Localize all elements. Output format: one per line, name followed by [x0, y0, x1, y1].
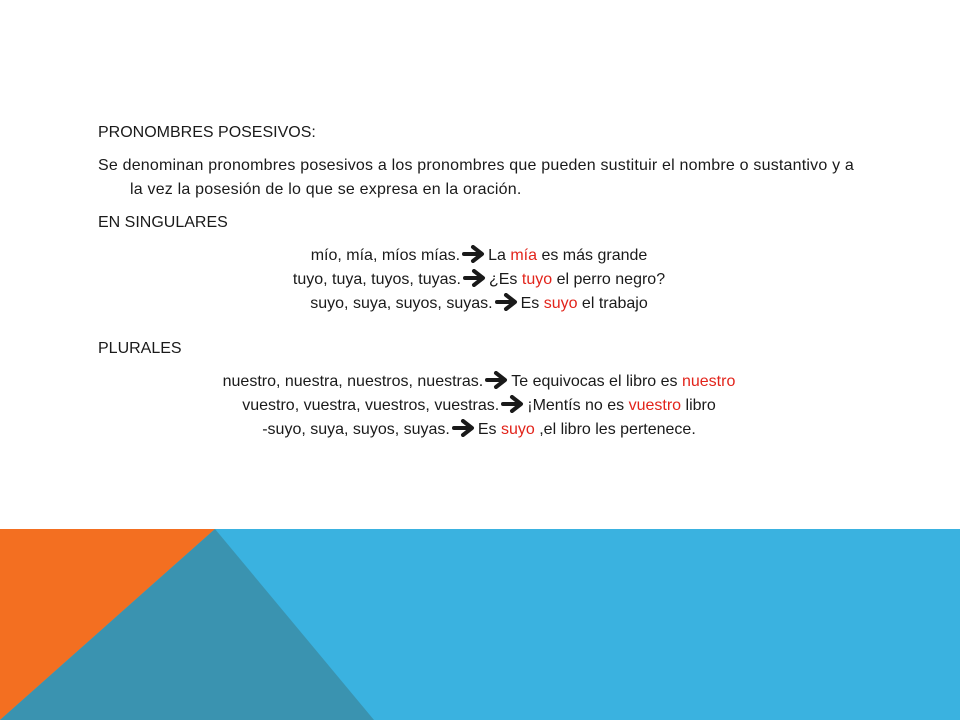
definition-prefix: Se denominan — [98, 157, 209, 174]
example-highlight: vuestro — [628, 397, 682, 414]
singular-row-3 — [98, 292, 860, 316]
example-after: ,el libro les pertenece. — [534, 421, 696, 438]
section-gap — [98, 316, 858, 340]
slide-content — [98, 124, 858, 442]
arrow-right-icon — [462, 245, 486, 263]
arrow-right-icon — [463, 269, 487, 287]
example-after: libro — [681, 397, 716, 414]
pronoun-forms: tuyo, tuya, tuyos, tuyas. — [292, 271, 461, 288]
arrow-right-icon — [501, 395, 525, 413]
arrow-right-icon — [495, 293, 519, 311]
plural-heading: PLURALES — [98, 340, 182, 357]
example-before: ¡Mentís no es — [527, 397, 629, 414]
pronoun-forms: nuestro, nuestra, nuestros, nuestras. — [222, 373, 484, 390]
example-after: el trabajo — [577, 295, 648, 312]
definition-paragraph — [98, 154, 858, 202]
singular-heading: EN SINGULARES — [98, 214, 228, 231]
example-highlight: nuestro — [681, 373, 736, 390]
example-highlight: tuyo — [521, 271, 553, 288]
example-before: Te equivocas el libro es — [511, 373, 682, 390]
example-before: La — [488, 247, 511, 264]
pronoun-forms: vuestro, vuestra, vuestros, vuestras. — [242, 397, 500, 414]
definition-suffix: a los pronombres que pueden sustituir el nombre o sustantivo y a la vez la posesión de lo que se expresa en la oración. — [130, 157, 855, 198]
plural-examples — [98, 370, 860, 442]
example-after: el perro negro? — [552, 271, 666, 288]
singular-examples — [98, 244, 860, 316]
example-highlight: suyo — [500, 421, 535, 438]
singular-row-1 — [98, 244, 860, 268]
arrow-right-icon — [485, 371, 509, 389]
singular-row-2 — [98, 268, 860, 292]
plural-row-3 — [98, 418, 860, 442]
arrow-right-icon — [452, 419, 476, 437]
example-highlight: mía — [510, 247, 537, 264]
pronoun-forms: -suyo, suya, suyos, suyas. — [262, 421, 450, 438]
pronoun-forms: suyo, suya, suyos, suyas. — [310, 295, 493, 312]
example-before: ¿Es — [488, 271, 522, 288]
slide-title: PRONOMBRES POSESIVOS: — [98, 124, 316, 141]
example-highlight: suyo — [543, 295, 578, 312]
definition-term: pronombres posesivos — [208, 157, 374, 174]
plural-row-1 — [98, 370, 860, 394]
example-before: Es — [477, 421, 501, 438]
example-before: Es — [520, 295, 544, 312]
decorative-footer — [0, 529, 960, 720]
pronoun-forms: mío, mía, míos mías. — [310, 247, 461, 264]
example-after: es más grande — [537, 247, 648, 264]
plural-row-2 — [98, 394, 860, 418]
